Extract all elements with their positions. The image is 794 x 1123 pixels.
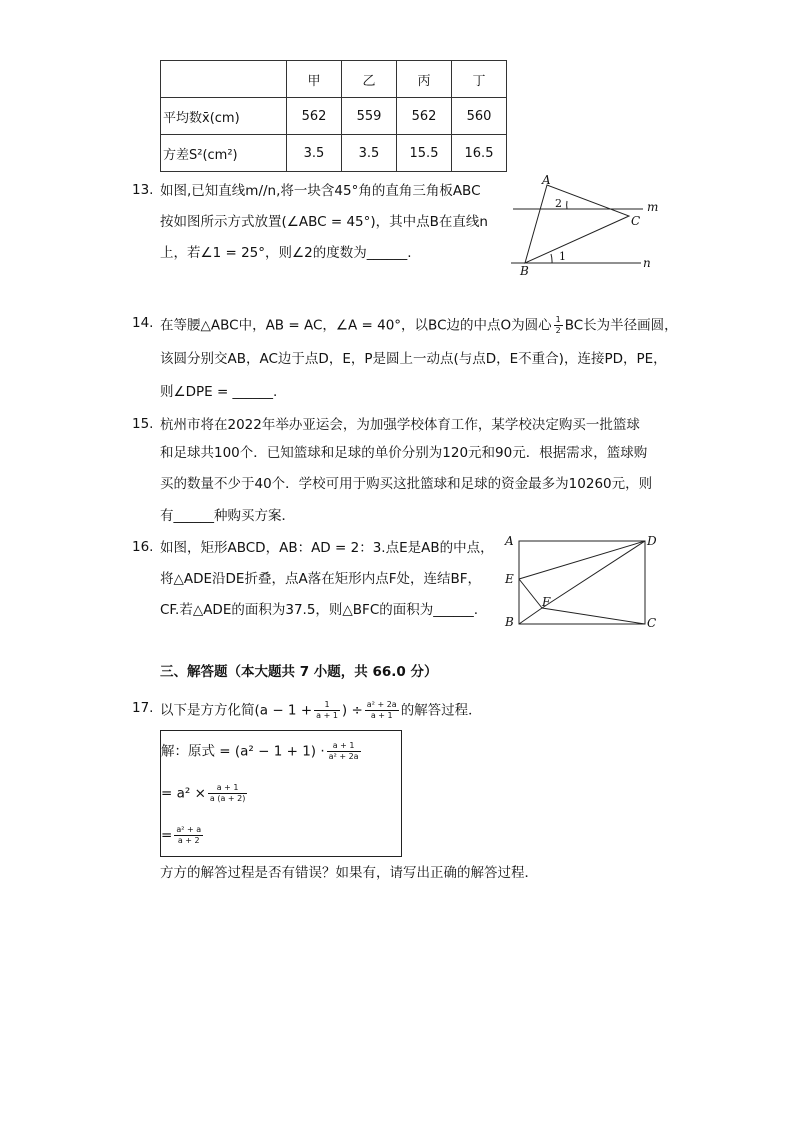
question-15-line-4: 有______种购买方案． xyxy=(160,508,295,524)
fraction-numerator: 1 xyxy=(314,700,340,711)
table-cell: 15.5 xyxy=(397,135,452,172)
question-16-number: 16. xyxy=(132,539,154,555)
table-row xyxy=(161,98,507,135)
segment-fd xyxy=(542,541,645,608)
label-b: B xyxy=(520,264,529,278)
table-header-cell: 乙 xyxy=(342,61,397,98)
question-15-line-2: 和足球共100个．已知篮球和足球的单价分别为120元和90元．根据需求，篮球购 xyxy=(160,445,648,461)
fraction xyxy=(365,700,399,721)
fraction-denominator: a + 2 xyxy=(177,836,200,845)
table-header-cell: 丁 xyxy=(452,61,507,98)
fraction xyxy=(208,783,247,804)
stats-table xyxy=(160,60,507,172)
table-cell: 3.5 xyxy=(287,135,342,172)
section-3-heading: 三、解答题（本大题共 7 小题，共 66.0 分） xyxy=(160,664,438,680)
triangle-abc xyxy=(525,185,629,263)
table-row xyxy=(161,135,507,172)
solution-line-3 xyxy=(161,825,205,846)
figure-16-diagram xyxy=(500,530,670,632)
label-n: n xyxy=(643,256,651,270)
label-angle-2: 2 xyxy=(555,197,562,210)
segment-bf xyxy=(519,608,542,624)
segment-ef xyxy=(519,579,542,608)
question-16-line-1: 如图，矩形ABCD，AB：AD = 2：3.点E是AB的中点， xyxy=(160,540,494,556)
solution-line-1 xyxy=(161,741,363,762)
label-f: F xyxy=(542,595,551,609)
fraction-numerator: a² + a xyxy=(176,825,202,834)
segment-fc xyxy=(542,608,645,624)
question-14-line-2: 该圆分别交AB，AC边于点D，E，P是圆上一动点(与点D，E不重合)，连接PD，PE， xyxy=(160,351,667,367)
fraction-numerator: 1 xyxy=(555,315,561,324)
question-16-line-2: 将△ADE沿DE折叠，点A落在矩形内点F处，连结BF， xyxy=(160,571,481,587)
question-14-number: 14. xyxy=(132,315,154,331)
label-a: A xyxy=(542,173,551,187)
fraction-numerator: a + 1 xyxy=(327,741,361,752)
question-17-number: 17. xyxy=(132,700,154,716)
table-header-row xyxy=(161,61,507,98)
question-13-line-1: 如图,已知直线m//n,将一块含45°角的直角三角板ABC xyxy=(160,183,481,199)
question-13-number: 13. xyxy=(132,182,154,198)
question-15-number: 15. xyxy=(132,416,154,432)
fraction-denominator: a² + 2a xyxy=(328,752,359,761)
question-13-line-2: 按如图所示方式放置(∠ABC = 45°)，其中点B在直线n xyxy=(160,214,488,230)
figure-13-diagram xyxy=(505,172,675,280)
question-14-line-3: 则∠DPE = ______. xyxy=(160,384,278,400)
solution-line-1a: 解：原式 = (a² − 1 + 1) · xyxy=(161,743,325,760)
label-a: A xyxy=(505,534,514,548)
solution-line-3a: = xyxy=(161,827,173,844)
question-15-line-1: 杭州市将在2022年举办亚运会，为加强学校体育工作，某学校决定购买一批篮球 xyxy=(160,417,640,433)
label-c: C xyxy=(647,616,657,630)
fraction-denominator: a + 1 xyxy=(370,711,393,720)
question-14-line-1b: BC长为半径画圆， xyxy=(564,317,678,334)
table-cell: 560 xyxy=(452,98,507,135)
fraction-one-half xyxy=(554,315,563,336)
table-cell: 562 xyxy=(287,98,342,135)
question-17-intro-c: 的解答过程． xyxy=(400,702,482,719)
solution-box xyxy=(160,730,402,857)
fraction xyxy=(327,741,361,762)
table-header-cell: 丙 xyxy=(397,61,452,98)
label-angle-1: 1 xyxy=(559,250,566,263)
label-d: D xyxy=(647,534,657,548)
table-cell: 16.5 xyxy=(452,135,507,172)
fraction-numerator: a + 1 xyxy=(208,783,247,794)
label-e: E xyxy=(505,572,514,586)
fraction-numerator: a² + 2a xyxy=(366,700,397,709)
solution-line-2 xyxy=(161,783,249,804)
label-b: B xyxy=(505,615,514,629)
table-corner-cell xyxy=(161,61,287,98)
table-cell: 3.5 xyxy=(342,135,397,172)
question-17-intro xyxy=(160,700,482,721)
segment-ed xyxy=(519,541,645,579)
table-header-cell: 甲 xyxy=(287,61,342,98)
table-cell: 559 xyxy=(342,98,397,135)
question-14-line-1 xyxy=(160,315,678,336)
question-17-intro-a: 以下是方方化简(a − 1 + xyxy=(160,702,313,719)
label-c: C xyxy=(631,214,641,228)
question-15-line-3: 买的数量不少于40个．学校可用于购买这批篮球和足球的资金最多为10260元，则 xyxy=(160,476,653,492)
fraction-denominator: a (a + 2) xyxy=(209,794,246,803)
fraction xyxy=(314,700,340,721)
fraction xyxy=(174,825,203,846)
table-row-label: 方差S²(cm²) xyxy=(161,135,287,172)
table-row-label: 平均数x̄(cm) xyxy=(161,98,287,135)
question-17-prompt: 方方的解答过程是否有错误？如果有，请写出正确的解答过程． xyxy=(160,865,538,881)
question-14-line-1a: 在等腰△ABC中，AB = AC，∠A = 40°，以BC边的中点O为圆心 xyxy=(160,317,552,334)
question-13-line-3: 上，若∠1 = 25°，则∠2的度数为______. xyxy=(160,245,412,261)
fraction-denominator: 2 xyxy=(555,326,561,335)
question-17-intro-b: ) ÷ xyxy=(341,702,363,719)
label-m: m xyxy=(647,200,659,214)
question-16-line-3: CF.若△ADE的面积为37.5，则△BFC的面积为______. xyxy=(160,602,479,618)
angle-1-arc xyxy=(551,254,552,263)
solution-line-2a: = a² × xyxy=(161,785,206,802)
table-cell: 562 xyxy=(397,98,452,135)
fraction-denominator: a + 1 xyxy=(316,711,338,720)
